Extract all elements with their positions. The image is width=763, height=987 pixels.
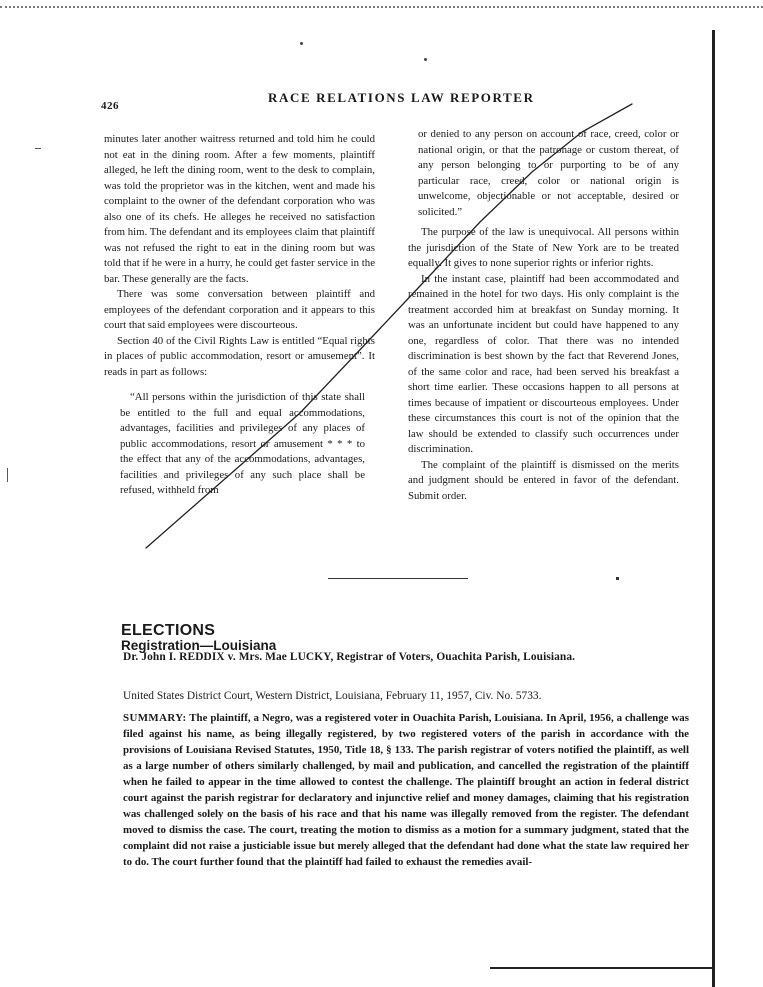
page-number: 426 [101, 100, 119, 112]
scan-right-edge [712, 30, 715, 987]
court-citation: United States District Court, Western District, Louisiana, February 11, 1957, Civ. No. 5733. [123, 690, 542, 702]
section-divider [328, 578, 468, 579]
running-head: RACE RELATIONS LAW REPORTER [268, 90, 535, 105]
scan-top-edge [0, 0, 763, 8]
statute-quote-continued: or denied to any person on account of race, creed, color or national origin, or that the patronage or custom thereat, of any person belonging to or purporting to be of any particular race, creed, color or national origin is unwelcome, objectionable or not acceptable, desired or solicited.” [418, 128, 679, 218]
case-title: Dr. John I. REDDIX v. Mrs. Mae LUCKY, Registrar of Voters, Ouachita Parish, Louisiana. [123, 651, 576, 663]
scan-bottom-edge [490, 967, 713, 969]
scan-speck [424, 58, 427, 61]
summary-label: SUMMARY: [123, 712, 187, 724]
paragraph: In the instant case, plaintiff had been accommodated and remained in the hotel for two days. His only complaint is the treatment accorded him at breakfast on Sunday morning. It was an unfortunate incident but could have happened to any one, regardless of color. That there was no intended discrimination is best shown by the fact that Reverend Jones, of the same color and race, had been served his breakfast a short time earlier. These occasions happen to all persons at times because of impatient or discourteous employees. Under these circumstances this court is not of the opinion that the law should be extended to classify such occurrences under discrimination. [408, 272, 679, 455]
scan-speck [300, 42, 303, 45]
case-summary [123, 710, 689, 870]
paragraph: minutes later another waitress returned and told him he could not eat in the dining room. After a few moments, plaintiff alleged, he left the dining room, went to the desk to complain, was told the proprietor was in the kitchen, went and made his complaint to the owner of the defendant corporation who was also one of its chefs. He alleges he received no satisfaction from him. The defendant and its employees claim that plaintiff was not refused the right to eat in the dining room but was told that if he were in a hurry, he could get faster service in the bar. These generally are the facts. [104, 133, 375, 285]
section-heading: ELECTIONS [121, 622, 216, 639]
summary-text: The plaintiff, a Negro, was a registered voter in Ouachita Parish, Louisiana. In April, 1956, a challenge was filed against his name, as being illegally registered, by two registered voters of the parish in accordance with the provisions of Louisiana Revised Statutes, 1950, Title 18, § 133. The parish registrar of voters notified the plaintiff, as well as a large number of others similarly challenged, by mail and publication, and cancelled the registration of the plaintiff when he failed to appear in the time allowed to contest the challenge. The plaintiff brought an action in federal district court against the parish registrar for declaratory and injunctive relief and money damages, claiming that his registration was challenged solely on the basis of his race and that his name was illegally removed from the register. The defendant moved to dismiss the case. The court, treating the motion to dismiss as a motion for a summary judgment, stated that the complaint did not raise a justiciable issue but merely alleged that the defendant had done what the state law required her to do. The court further found that the plaintiff had failed to exhaust the remedies avail- [123, 712, 689, 868]
statute-quote: “All persons within the jurisdiction of this state shall be entitled to the full and equal accommodations, advantages, facilities and privileges of any places of public accommodations, resort or amusement * * * to the effect that any of the accommodations, advantages, facilities and privileges of any such place shall be refused, withheld from [120, 391, 365, 496]
left-column [104, 132, 375, 499]
margin-mark [7, 468, 8, 482]
paragraph: The complaint of the plaintiff is dismissed on the merits and judgment should be entered in favor of the defendant. Submit order. [408, 458, 679, 502]
paragraph: There was some conversation between plaintiff and employees of the defendant corporation and it appears to this court that said employees were discourteous. [104, 288, 375, 331]
scan-speck [616, 577, 619, 580]
paragraph: Section 40 of the Civil Rights Law is entitled “Equal rights in places of public accommodation, resort or amusement”. It reads in part as follows: [104, 334, 375, 378]
right-column [408, 127, 679, 504]
paragraph: The purpose of the law is unequivocal. All persons within the jurisdiction of the State of New York are to be treated equally. It gives to none superior rights or inferior rights. [408, 226, 679, 269]
margin-mark [35, 148, 41, 149]
section-subheading: Registration—Louisiana [121, 638, 277, 653]
